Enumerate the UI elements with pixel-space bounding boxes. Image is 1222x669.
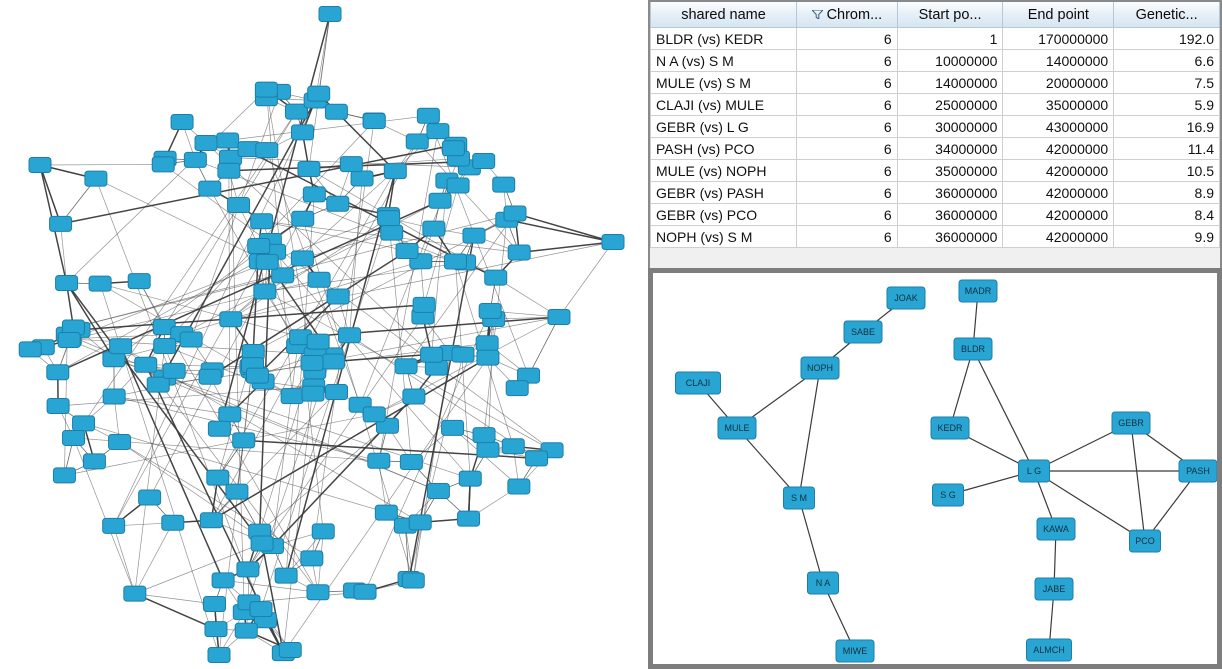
network-edge <box>799 368 820 498</box>
network-edge <box>40 164 163 165</box>
network-edge <box>559 242 613 317</box>
network-edge <box>973 349 1034 471</box>
network-node[interactable] <box>477 442 499 457</box>
table-cell: GEBR (vs) L G <box>651 116 797 138</box>
table-header-row <box>651 2 1220 28</box>
network-node[interactable] <box>205 622 227 637</box>
svg-text:BLDR: BLDR <box>960 343 986 354</box>
network-node[interactable] <box>421 347 443 362</box>
network-node[interactable] <box>485 270 507 285</box>
network-node[interactable] <box>327 196 349 211</box>
network-node[interactable] <box>308 272 330 287</box>
network-node[interactable] <box>447 178 469 193</box>
table-cell: 8.9 <box>1114 182 1220 204</box>
table-header <box>651 2 1220 28</box>
network-node[interactable] <box>208 648 230 663</box>
network-node[interactable] <box>200 513 222 528</box>
network-edge <box>1131 423 1145 541</box>
network-node[interactable] <box>251 214 273 229</box>
network-node[interactable] <box>110 339 132 354</box>
network-node[interactable] <box>959 280 997 302</box>
network-node[interactable] <box>199 369 221 384</box>
network-node[interactable] <box>836 640 874 662</box>
network-node[interactable] <box>526 451 548 466</box>
table-cell: 10000000 <box>897 50 1003 72</box>
network-node[interactable] <box>19 342 41 357</box>
table-row[interactable] <box>651 160 1220 182</box>
network-node[interactable] <box>933 484 964 506</box>
network-node[interactable] <box>954 338 992 360</box>
network-node[interactable] <box>476 336 498 351</box>
table-cell: 7.5 <box>1114 72 1220 94</box>
network-node[interactable] <box>89 276 111 291</box>
network-node[interactable] <box>275 568 297 583</box>
table-cell: 42000000 <box>1003 226 1114 248</box>
network-node[interactable] <box>312 524 334 539</box>
network-node[interactable] <box>354 584 376 599</box>
column-header-start-point[interactable] <box>897 2 1003 28</box>
table-cell: 42000000 <box>1003 182 1114 204</box>
sub-network-canvas[interactable] <box>653 273 1217 664</box>
network-node[interactable] <box>381 225 403 240</box>
network-node[interactable] <box>931 417 969 439</box>
table-row[interactable] <box>651 50 1220 72</box>
network-node[interactable] <box>208 421 230 436</box>
table-row[interactable] <box>651 116 1220 138</box>
data-table-panel[interactable] <box>648 0 1222 268</box>
network-node[interactable] <box>676 372 721 394</box>
network-edge <box>206 116 428 143</box>
table-row[interactable] <box>651 138 1220 160</box>
network-node[interactable] <box>301 551 323 566</box>
network-node[interactable] <box>291 251 313 266</box>
network-node[interactable] <box>303 187 325 202</box>
table-cell: PASH (vs) PCO <box>651 138 797 160</box>
table-cell: GEBR (vs) PASH <box>651 182 797 204</box>
network-node[interactable] <box>217 133 239 148</box>
svg-text:CLAJI: CLAJI <box>685 377 711 388</box>
table-cell: MULE (vs) S M <box>651 72 797 94</box>
network-node[interactable] <box>53 468 75 483</box>
network-node[interactable] <box>251 536 273 551</box>
network-edge <box>283 371 314 653</box>
table-cell: 6 <box>797 50 898 72</box>
network-node[interactable] <box>302 386 324 401</box>
network-node[interactable] <box>784 487 815 509</box>
network-node[interactable] <box>473 154 495 169</box>
table-row[interactable] <box>651 226 1220 248</box>
table-cell: 6 <box>797 160 898 182</box>
network-node[interactable] <box>256 143 278 158</box>
network-node[interactable] <box>548 309 570 324</box>
network-node[interactable] <box>307 334 329 349</box>
network-node[interactable] <box>298 162 320 177</box>
network-edge <box>799 498 823 583</box>
network-edge <box>379 131 438 461</box>
table-cell: 42000000 <box>1003 204 1114 226</box>
network-node[interactable] <box>502 439 524 454</box>
network-node[interactable] <box>272 268 294 283</box>
network-node[interactable] <box>308 86 330 101</box>
network-node[interactable] <box>508 245 530 260</box>
column-header-genetic[interactable] <box>1114 2 1220 28</box>
network-node[interactable] <box>479 304 501 319</box>
network-node[interactable] <box>147 377 169 392</box>
network-node[interactable] <box>246 368 268 383</box>
table-row[interactable] <box>651 204 1220 226</box>
network-node[interactable] <box>292 211 314 226</box>
network-node[interactable] <box>103 518 125 533</box>
network-node[interactable] <box>338 328 360 343</box>
network-edge <box>260 426 388 532</box>
table-cell: 34000000 <box>897 138 1003 160</box>
table-cell: 30000000 <box>897 116 1003 138</box>
network-node[interactable] <box>452 347 474 362</box>
network-node[interactable] <box>442 420 464 435</box>
network-node[interactable] <box>154 338 176 353</box>
network-edge <box>231 158 245 613</box>
column-header-end-point[interactable] <box>1003 2 1114 28</box>
network-node[interactable] <box>375 505 397 520</box>
network-node[interactable] <box>301 355 323 370</box>
network-node[interactable] <box>508 479 530 494</box>
network-node[interactable] <box>162 515 184 530</box>
network-node[interactable] <box>340 157 362 172</box>
table-cell: 5.9 <box>1114 94 1220 116</box>
network-node[interactable] <box>1035 578 1073 600</box>
table-cell: 42000000 <box>1003 138 1114 160</box>
network-node[interactable] <box>279 642 301 657</box>
network-edge <box>349 178 362 335</box>
svg-text:JABE: JABE <box>1042 583 1066 594</box>
network-node[interactable] <box>417 108 439 123</box>
network-edge <box>529 317 559 376</box>
network-edge <box>135 523 173 594</box>
network-node[interactable] <box>400 455 422 470</box>
network-node[interactable] <box>458 511 480 526</box>
table-cell: 8.4 <box>1114 204 1220 226</box>
network-node[interactable] <box>256 254 278 269</box>
table-body[interactable] <box>651 28 1220 248</box>
network-node[interactable] <box>322 354 344 369</box>
table-cell: 14000000 <box>897 72 1003 94</box>
column-header-label: shared name <box>681 6 766 23</box>
svg-text:MULE: MULE <box>724 422 750 433</box>
table-cell: 43000000 <box>1003 116 1114 138</box>
network-node[interactable] <box>254 284 276 299</box>
table-cell: 42000000 <box>1003 160 1114 182</box>
network-node[interactable] <box>351 171 373 186</box>
network-node[interactable] <box>402 573 424 588</box>
table-cell: 10.5 <box>1114 160 1220 182</box>
network-node[interactable] <box>109 434 131 449</box>
table-cell: 35000000 <box>897 160 1003 182</box>
table-row[interactable] <box>651 28 1220 50</box>
table-cell: BLDR (vs) KEDR <box>651 28 797 50</box>
network-node[interactable] <box>427 124 449 139</box>
network-node[interactable] <box>47 365 69 380</box>
network-node[interactable] <box>493 177 515 192</box>
network-edge <box>40 165 61 224</box>
table-cell: 6 <box>797 138 898 160</box>
network-node[interactable] <box>326 385 348 400</box>
svg-text:MIWE: MIWE <box>842 645 868 656</box>
network-node[interactable] <box>212 573 234 588</box>
network-node[interactable] <box>128 274 150 289</box>
table-cell: 6 <box>797 72 898 94</box>
network-node[interactable] <box>180 332 202 347</box>
svg-text:PASH: PASH <box>1186 465 1210 476</box>
network-node[interactable] <box>171 114 193 129</box>
svg-text:KAWA: KAWA <box>1043 523 1069 534</box>
network-node[interactable] <box>602 235 624 250</box>
network-edge <box>61 224 67 283</box>
table-cell: 6 <box>797 226 898 248</box>
table-row[interactable] <box>651 182 1220 204</box>
network-node[interactable] <box>103 389 125 404</box>
network-node[interactable] <box>220 312 242 327</box>
network-node[interactable] <box>85 171 107 186</box>
network-node[interactable] <box>218 163 240 178</box>
network-node[interactable] <box>396 244 418 259</box>
table-cell: 9.9 <box>1114 226 1220 248</box>
network-node[interactable] <box>844 321 882 343</box>
network-node[interactable] <box>406 134 428 149</box>
network-node[interactable] <box>384 164 406 179</box>
table-cell: 11.4 <box>1114 138 1220 160</box>
network-node[interactable] <box>184 152 206 167</box>
network-node[interactable] <box>378 211 400 226</box>
column-header-label: Genetic... <box>1135 6 1198 23</box>
network-node[interactable] <box>235 623 257 638</box>
network-node[interactable] <box>463 228 485 243</box>
network-node[interactable] <box>204 596 226 611</box>
network-node[interactable] <box>1112 412 1150 434</box>
network-node[interactable] <box>73 416 95 431</box>
network-node[interactable] <box>29 158 51 173</box>
network-node[interactable] <box>50 216 72 231</box>
column-header-label: Chrom... <box>826 6 883 23</box>
network-node[interactable] <box>504 206 526 221</box>
network-edge <box>515 213 613 242</box>
table-cell: 35000000 <box>1003 94 1114 116</box>
network-node[interactable] <box>135 357 157 372</box>
svg-text:SABE: SABE <box>850 326 876 337</box>
table-cell: 16.9 <box>1114 116 1220 138</box>
network-edge <box>519 242 613 252</box>
network-edge <box>262 543 283 653</box>
table-cell: NOPH (vs) S M <box>651 226 797 248</box>
svg-text:GEBR: GEBR <box>1118 417 1144 428</box>
network-edge <box>507 220 613 242</box>
network-node[interactable] <box>207 470 229 485</box>
network-edge <box>114 526 135 594</box>
table-cell: GEBR (vs) PCO <box>651 204 797 226</box>
table-cell: 192.0 <box>1114 28 1220 50</box>
network-node[interactable] <box>199 181 221 196</box>
network-node[interactable] <box>395 359 417 374</box>
network-node[interactable] <box>319 7 341 22</box>
column-header-chromosome[interactable] <box>797 2 898 28</box>
svg-text:S M: S M <box>790 492 808 503</box>
network-node[interactable] <box>442 141 464 156</box>
network-node[interactable] <box>63 430 85 445</box>
network-edge <box>405 526 409 579</box>
network-node[interactable] <box>887 287 925 309</box>
column-header-label: End point <box>1027 6 1089 23</box>
network-node[interactable] <box>718 417 756 439</box>
network-node[interactable] <box>1019 460 1050 482</box>
network-node[interactable] <box>368 453 390 468</box>
network-node[interactable] <box>1179 460 1217 482</box>
network-node[interactable] <box>506 381 528 396</box>
network-node[interactable] <box>83 454 105 469</box>
table-cell: 6 <box>797 28 898 50</box>
table-cell: 6 <box>797 182 898 204</box>
table-cell: CLAJI (vs) MULE <box>651 94 797 116</box>
network-node[interactable] <box>248 238 270 253</box>
svg-text:JOAK: JOAK <box>894 292 918 303</box>
network-node[interactable] <box>291 125 313 140</box>
network-node[interactable] <box>473 428 495 443</box>
network-node[interactable] <box>281 389 303 404</box>
table-cell: 36000000 <box>897 182 1003 204</box>
table-cell: MULE (vs) NOPH <box>651 160 797 182</box>
network-node[interactable] <box>233 433 255 448</box>
table-row[interactable] <box>651 72 1220 94</box>
network-node[interactable] <box>56 275 78 290</box>
table-cell: 1 <box>897 28 1003 50</box>
network-node[interactable] <box>226 484 248 499</box>
network-node[interactable] <box>423 221 445 236</box>
network-node[interactable] <box>195 135 217 150</box>
svg-text:ALMCH: ALMCH <box>1033 644 1065 655</box>
svg-text:NOPH: NOPH <box>806 362 834 373</box>
table-cell: N A (vs) S M <box>651 50 797 72</box>
data-table[interactable] <box>650 2 1220 248</box>
network-node[interactable] <box>808 572 839 594</box>
svg-text:MADR: MADR <box>964 285 992 296</box>
table-cell: 6 <box>797 204 898 226</box>
network-node[interactable] <box>307 585 329 600</box>
network-edge <box>73 213 515 327</box>
column-header-label: Start po... <box>918 6 982 23</box>
network-node[interactable] <box>255 82 277 97</box>
network-node[interactable] <box>1027 639 1072 661</box>
svg-text:N A: N A <box>815 577 831 588</box>
network-node[interactable] <box>325 104 347 119</box>
sub-network-panel[interactable] <box>648 268 1222 669</box>
network-node[interactable] <box>413 297 435 312</box>
network-node[interactable] <box>409 515 431 530</box>
table-cell: 170000000 <box>1003 28 1114 50</box>
network-node[interactable] <box>250 602 272 617</box>
network-node[interactable] <box>219 407 241 422</box>
network-node[interactable] <box>124 586 146 601</box>
table-row[interactable] <box>651 94 1220 116</box>
network-node[interactable] <box>139 490 161 505</box>
table-cell: 36000000 <box>897 204 1003 226</box>
network-node[interactable] <box>152 157 174 172</box>
svg-text:KEDR: KEDR <box>937 422 963 433</box>
network-node[interactable] <box>801 357 839 379</box>
svg-text:PCO: PCO <box>1135 535 1155 546</box>
network-node[interactable] <box>477 350 499 365</box>
table-cell: 36000000 <box>897 226 1003 248</box>
network-node[interactable] <box>459 471 481 486</box>
network-node[interactable] <box>237 562 259 577</box>
table-cell: 20000000 <box>1003 72 1114 94</box>
table-cell: 6 <box>797 116 898 138</box>
table-cell: 25000000 <box>897 94 1003 116</box>
table-cell: 14000000 <box>1003 50 1114 72</box>
network-node[interactable] <box>427 484 449 499</box>
column-header-shared-name[interactable] <box>651 2 797 28</box>
network-node[interactable] <box>444 254 466 269</box>
network-node[interactable] <box>47 398 69 413</box>
network-node[interactable] <box>403 389 425 404</box>
network-node[interactable] <box>429 193 451 208</box>
table-cell: 6.6 <box>1114 50 1220 72</box>
network-edge <box>406 213 515 366</box>
network-node[interactable] <box>228 197 250 212</box>
svg-text:L G: L G <box>1026 465 1042 476</box>
network-edge <box>96 179 267 262</box>
network-node[interactable] <box>363 114 385 129</box>
filter-icon <box>812 10 823 19</box>
network-node[interactable] <box>363 407 385 422</box>
network-edge <box>950 349 973 428</box>
network-node[interactable] <box>1130 530 1161 552</box>
svg-text:S G: S G <box>940 489 956 500</box>
network-node[interactable] <box>1037 518 1075 540</box>
table-cell: 6 <box>797 94 898 116</box>
network-node[interactable] <box>58 332 80 347</box>
network-node[interactable] <box>163 363 185 378</box>
network-node[interactable] <box>327 289 349 304</box>
